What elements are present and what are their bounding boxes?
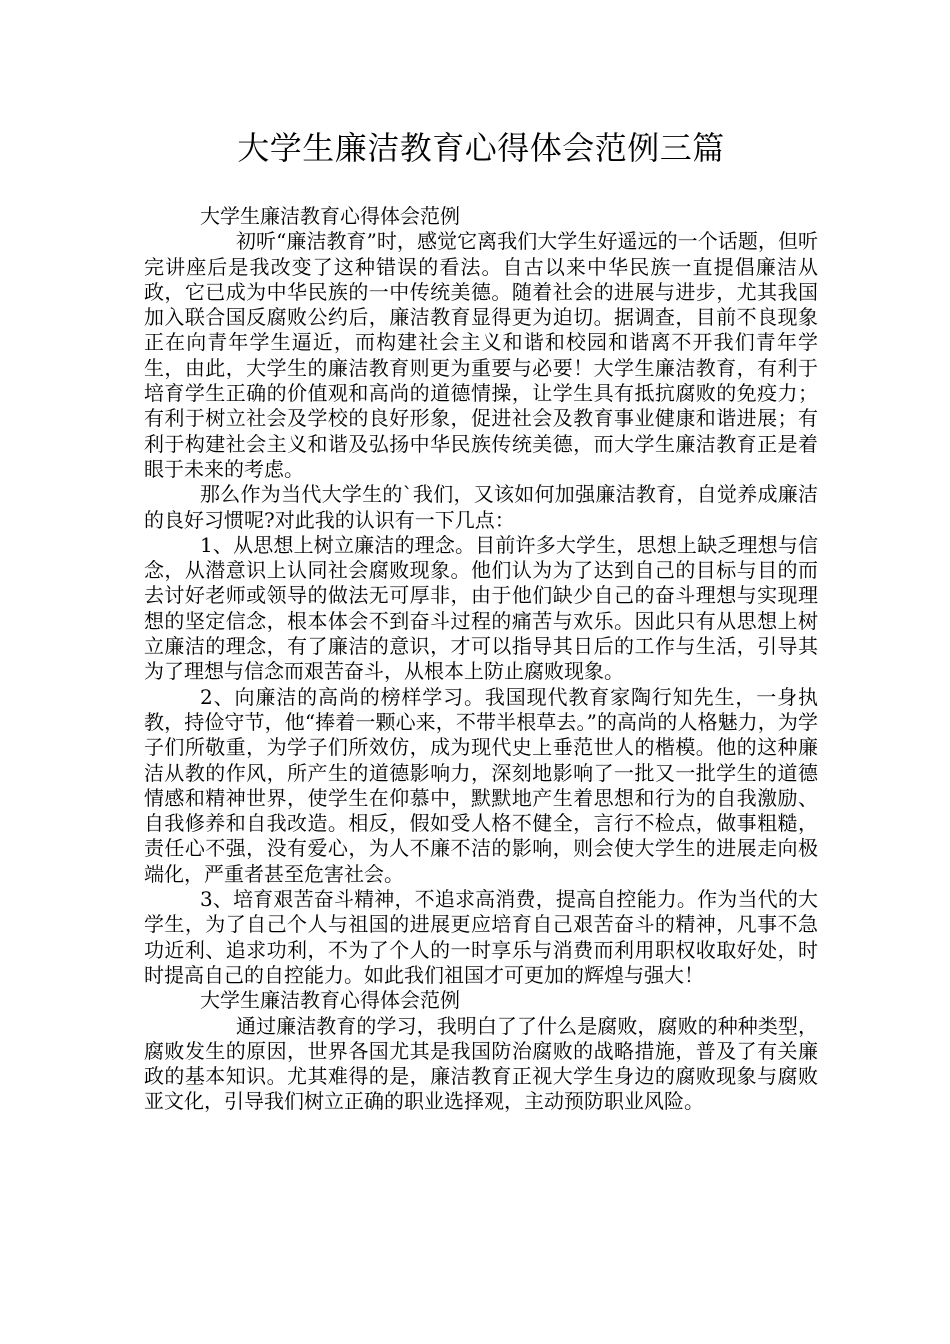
document-title: 大学生廉洁教育心得体会范例三篇 [237,129,725,167]
paragraph: 初听“廉洁教育”时，感觉它离我们大学生好遥远的一个话题，但听完讲座后是我改变了这种错误的看法。自古以来中华民族一直提倡廉洁从政，它已成为中华民族的一中传统美德。随着社会的进展与进步，尤其我国加入联合国反腐败公约后，廉洁教育显得更为迫切。据调查，目前不良现象正在向青年学生逼近，而构建社会主义和谐和校园和谐离不开我们青年学生，由此，大学生的廉洁教育则更为重要与必要！大学生廉洁教育，有利于培育学生正确的价值观和高尚的道德情操，让学生具有抵抗腐败的免疫力；有利于树立社会及学校的良好形象，促进社会及教育事业健康和谐进展；有利于构建社会主义和谐及弘扬中华民族传统美德，而大学生廉洁教育正是着眼于未来的考虑。 [144,229,818,481]
section-heading: 大学生廉洁教育心得体会范例 [200,204,460,228]
section-heading: 大学生廉洁教育心得体会范例 [200,988,460,1013]
section-2 [144,988,818,1114]
document-page [144,128,818,1115]
section-1 [144,204,818,988]
paragraph: 那么作为当代大学生的`我们，又该如何加强廉洁教育，自觉养成廉洁的良好习惯呢?对此我的认识有一下几点： [144,482,818,532]
paragraph: 3、培育艰苦奋斗精神，不追求高消费，提高自控能力。作为当代的大学生，为了自己个人与祖国的进展更应培育自己艰苦奋斗的精神，凡事不急功近利、追求功利，不为了个人的一时享乐与消费而利用职权收取好处，时时提高自己的自控能力。如此我们祖国才可更加的辉煌与强大！ [144,887,818,987]
paragraph: 通过廉洁教育的学习，我明白了了什么是腐败，腐败的种种类型，腐败发生的原因，世界各国尤其是我国防治腐败的战略措施，普及了有关廉政的基本知识。尤其难得的是，廉洁教育正视大学生身边的腐败现象与腐败亚文化，引导我们树立正确的职业选择观，主动预防职业风险。 [144,1013,818,1114]
paragraph: 2、向廉洁的高尚的榜样学习。我国现代教育家陶行知先生，一身执教，持俭守节，他“捧着一颗心来，不带半根草去。”的高尚的人格魅力，为学子们所敬重，为学子们所效仿，成为现代史上垂范世人的楷模。他的这种廉洁从教的作风，所产生的道德影响力，深刻地影响了一批又一批学生的道德情感和精神世界，使学生在仰慕中，默默地产生着思想和行为的自我激励、自我修养和自我改造。相反，假如受人格不健全，言行不检点，做事粗糙，责任心不强，没有爱心，为人不廉不洁的影响，则会使大学生的进展走向极端化，严重者甚至危害社会。 [144,684,818,886]
paragraph: 1、从思想上树立廉洁的理念。目前许多大学生，思想上缺乏理想与信念，从潜意识上认同社会腐败现象。他们认为为了达到自己的目标与目的而去讨好老师或领导的做法无可厚非，由于他们缺少自己的奋斗理想与实现理想的坚定信念，根本体会不到奋斗过程的痛苦与欢乐。因此只有从思想上树立廉洁的理念，有了廉洁的意识，才可以指导其日后的工作与生活，引导其为了理想与信念而艰苦奋斗，从根本上防止腐败现象。 [144,532,818,684]
